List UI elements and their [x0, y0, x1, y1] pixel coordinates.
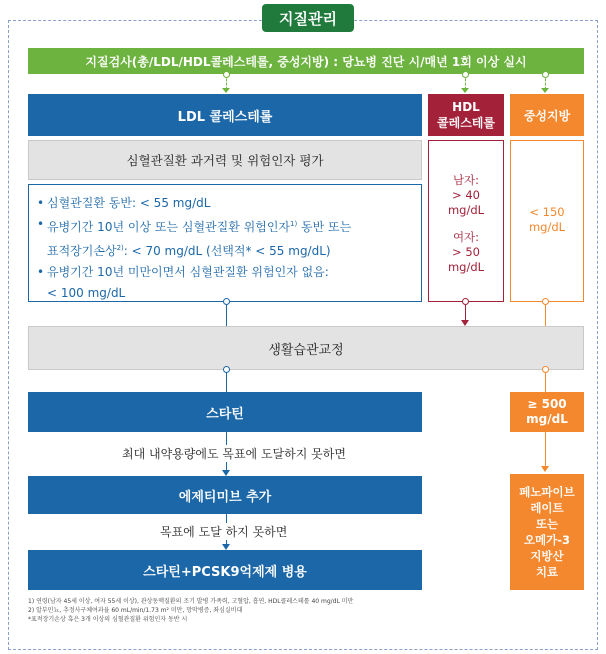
footnote-3: *표적장기손상 혹은 3개 이상의 심혈관질환 위험인자 동반 시 — [28, 616, 188, 623]
criteria-text-part: 유병기간 10년 이상 또는 심혈관질환 위험인자 — [47, 220, 290, 234]
tg-treatment-line: 또는 — [535, 517, 559, 531]
tg-high-box — [510, 392, 584, 432]
arrow-tg-treatment — [541, 466, 549, 472]
statin-pcsk9-box: 스타틴+PCSK9억제제 병용 — [28, 550, 422, 590]
hdl-female-unit: mg/dL — [447, 260, 485, 274]
risk-assessment-box: 심혈관질환 과거력 및 위험인자 평가 — [28, 140, 422, 180]
hdl-female-label: 여자: — [452, 230, 480, 244]
ldl-target-criteria — [28, 184, 422, 302]
tg-header: 중성지방 — [510, 94, 584, 136]
node-dot — [223, 366, 230, 373]
bullet: • — [37, 217, 45, 231]
hdl-male-label: 남자: — [452, 173, 480, 187]
node-dot — [462, 298, 469, 305]
step2-condition: 목표에 도달 하지 못하면 — [160, 525, 288, 539]
hdl-header — [428, 94, 504, 136]
arrow-tg-top — [541, 88, 549, 93]
statin-box: 스타틴 — [28, 392, 422, 432]
criteria-text: 심혈관질환 동반: < 55 mg/dL — [47, 196, 211, 210]
criteria-item-2-cont — [37, 238, 413, 262]
tg-treatment-box — [510, 474, 584, 590]
criteria-text-part: 표적장기손상 — [47, 244, 117, 258]
tg-high-unit: mg/dL — [526, 412, 568, 426]
criteria-item-3 — [37, 262, 413, 283]
node-dot — [223, 298, 230, 305]
hdl-header-line1: HDL — [452, 100, 480, 114]
ezetimibe-box: 에제티미브 추가 — [28, 476, 422, 514]
criteria-text-part: 동반 또는 — [297, 220, 352, 234]
tg-target-value: < 150 — [529, 205, 565, 219]
criteria-text: 유병기간 10년 미만이면서 심혈관질환 위험인자 없음: — [47, 265, 329, 279]
bullet: • — [37, 265, 45, 279]
tg-treatment-line: 치료 — [535, 565, 559, 579]
criteria-text-part: : < 70 mg/dL (선택적* < 55 mg/dL) — [123, 244, 331, 258]
arrow-ldl-top — [222, 88, 230, 93]
criteria-text — [47, 238, 331, 262]
tg-treatment-line: 지방산 — [530, 549, 564, 563]
tg-target-unit: mg/dL — [528, 220, 566, 234]
footnote-ref: 2) — [116, 244, 124, 252]
arrow-hdl-top — [461, 88, 469, 93]
hdl-header-line2: 콜레스테롤 — [437, 116, 495, 130]
footnote-2: 2) 알부민뇨, 추정사구체여과율 60 mL/min/1.73 m² 미만, 망막병증, 좌심실비대 — [28, 607, 243, 614]
step1-condition: 최대 내약용량에도 목표에 도달하지 못하면 — [122, 447, 346, 461]
bullet: • — [37, 196, 45, 210]
connector-tg-treatment — [545, 432, 546, 468]
criteria-item-1 — [37, 193, 413, 214]
criteria-text — [47, 214, 351, 238]
connector-ldl-lifestyle — [226, 302, 227, 326]
tg-treatment-line: 레이트 — [530, 501, 564, 515]
node-dot — [223, 71, 230, 78]
hdl-target-box — [428, 140, 504, 302]
ldl-header: LDL 콜레스테롤 — [28, 94, 422, 136]
tg-target-box — [510, 140, 584, 302]
page-title: 지질관리 — [262, 4, 354, 32]
connector-lifestyle-statin — [226, 370, 227, 392]
criteria-item-2 — [37, 214, 413, 238]
criteria-text: < 100 mg/dL — [47, 286, 126, 300]
footnote-ref: 1) — [290, 220, 298, 228]
connector-lifestyle-tg — [545, 370, 546, 392]
hdl-male-unit: mg/dL — [447, 203, 485, 217]
connector-hdl-lifestyle — [465, 302, 466, 322]
lipid-test-banner: 지질검사(총/LDL/HDL콜레스테롤, 중성지방) : 당뇨병 진단 시/매년 1회 이상 실시 — [28, 48, 584, 74]
footnotes — [28, 597, 588, 624]
connector-tg-lifestyle — [545, 302, 546, 326]
node-dot — [462, 71, 469, 78]
hdl-male-value: > 40 — [452, 188, 480, 202]
node-dot — [542, 298, 549, 305]
lifestyle-modification-box: 생활습관교정 — [28, 326, 584, 370]
tg-treatment-line: 페노파이브 — [519, 485, 575, 499]
tg-high-value: ≥ 500 — [527, 397, 567, 411]
node-dot — [542, 366, 549, 373]
tg-treatment-line: 오메가-3 — [523, 533, 571, 547]
node-dot — [542, 71, 549, 78]
spacer — [429, 218, 503, 230]
hdl-female-value: > 50 — [452, 245, 480, 259]
footnote-1: 1) 연령(남자 45세 이상, 여자 55세 이상), 관상동맥질환의 조기 발병 가족력, 고혈압, 흡연, HDL콜레스테롤 40 mg/dL 미만 — [28, 598, 354, 605]
